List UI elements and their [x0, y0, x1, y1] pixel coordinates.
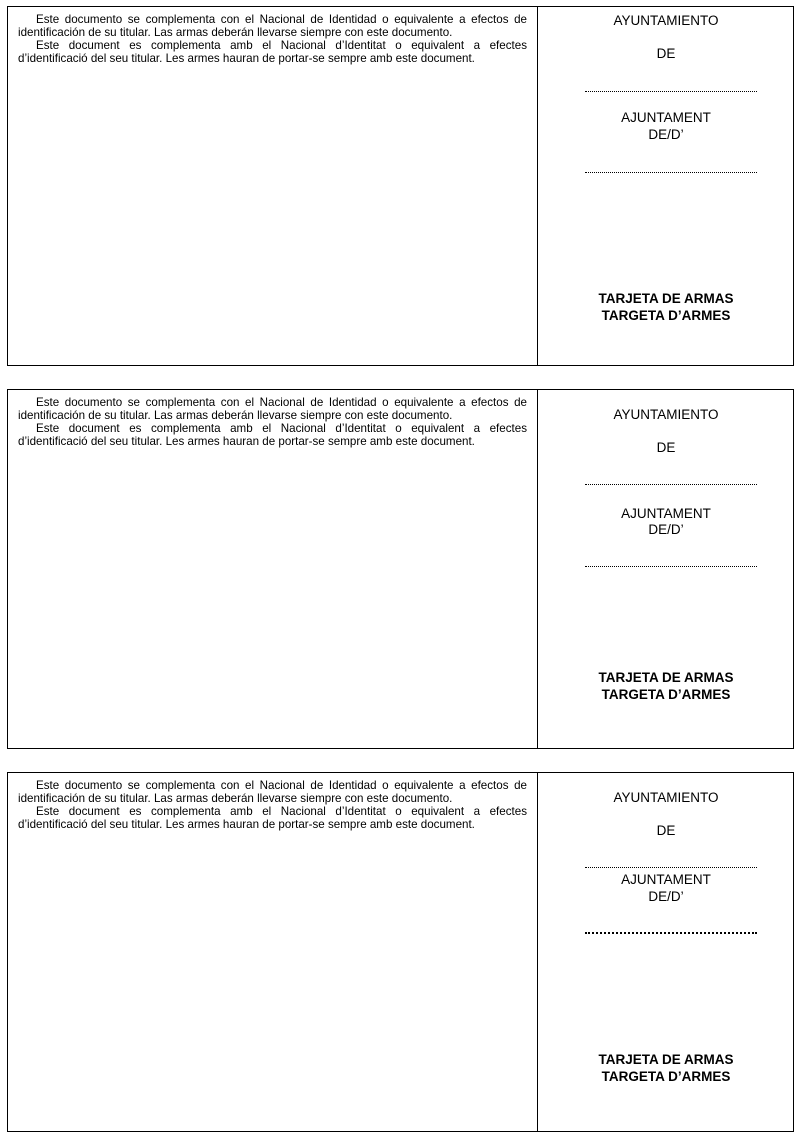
notice-paragraph-es: Este documento se complementa con el Nacional de Identidad o equivalente a efectos de identificación de su titular. Las armas deberán llevarse siempre con este documento.: [18, 396, 527, 422]
de-d-label: DE/D’: [648, 522, 684, 537]
card-title-es: TARJETA DE ARMAS: [598, 670, 734, 685]
card-title-va: TARGETA D’ARMES: [601, 308, 731, 323]
notice-paragraph-va: Este document es complementa amb el Nacional d’Identitat o equivalent a efectes d’identificació del seu titular. Les armes hauran de portar-se sempre amb este document.: [18, 805, 527, 831]
card-title-es: TARJETA DE ARMAS: [598, 1052, 734, 1067]
ajuntament-label: AJUNTAMENT: [621, 506, 711, 521]
municipality-fill-line-va: [585, 932, 757, 934]
de-label: DE: [656, 46, 676, 61]
weapons-card-3: [7, 772, 794, 1132]
municipality-fill-line: [585, 484, 757, 485]
de-d-label: DE/D’: [648, 127, 684, 142]
card-header-panel: [538, 390, 794, 748]
ayuntamiento-label: AYUNTAMIENTO: [613, 407, 719, 422]
card-title-es: TARJETA DE ARMAS: [598, 291, 734, 306]
de-label: DE: [656, 440, 676, 455]
card-header-panel: [538, 7, 794, 365]
ayuntamiento-label: AYUNTAMIENTO: [613, 13, 719, 28]
weapons-card-1: [7, 6, 794, 366]
card-title-va: TARGETA D’ARMES: [601, 687, 731, 702]
card-header-panel: [538, 773, 794, 1131]
municipality-fill-line: [585, 91, 757, 92]
notice-paragraph-es: Este documento se complementa con el Nacional de Identidad o equivalente a efectos de identificación de su titular. Las armas deberán llevarse siempre con este documento.: [18, 779, 527, 805]
municipality-fill-line: [585, 867, 757, 868]
ajuntament-label: AJUNTAMENT: [621, 872, 711, 887]
municipality-fill-line-va: [585, 172, 757, 173]
notice-paragraph-va: Este document es complementa amb el Nacional d’Identitat o equivalent a efectes d’identificació del seu titular. Les armes hauran de portar-se sempre amb este document.: [18, 39, 527, 65]
weapons-card-2: [7, 389, 794, 749]
de-label: DE: [656, 823, 676, 838]
notice-paragraph-es: Este documento se complementa con el Nacional de Identidad o equivalente a efectos de identificación de su titular. Las armas deberán llevarse siempre con este documento.: [18, 13, 527, 39]
municipality-fill-line-va: [585, 566, 757, 567]
ajuntament-label: AJUNTAMENT: [621, 110, 711, 125]
card-title-va: TARGETA D’ARMES: [601, 1069, 731, 1084]
card-notice-panel: [8, 7, 538, 365]
card-notice-panel: [8, 390, 538, 748]
ayuntamiento-label: AYUNTAMIENTO: [613, 790, 719, 805]
de-d-label: DE/D’: [648, 889, 684, 904]
card-notice-panel: [8, 773, 538, 1131]
notice-paragraph-va: Este document es complementa amb el Nacional d’Identitat o equivalent a efectes d’identificació del seu titular. Les armes hauran de portar-se sempre amb este document.: [18, 422, 527, 448]
